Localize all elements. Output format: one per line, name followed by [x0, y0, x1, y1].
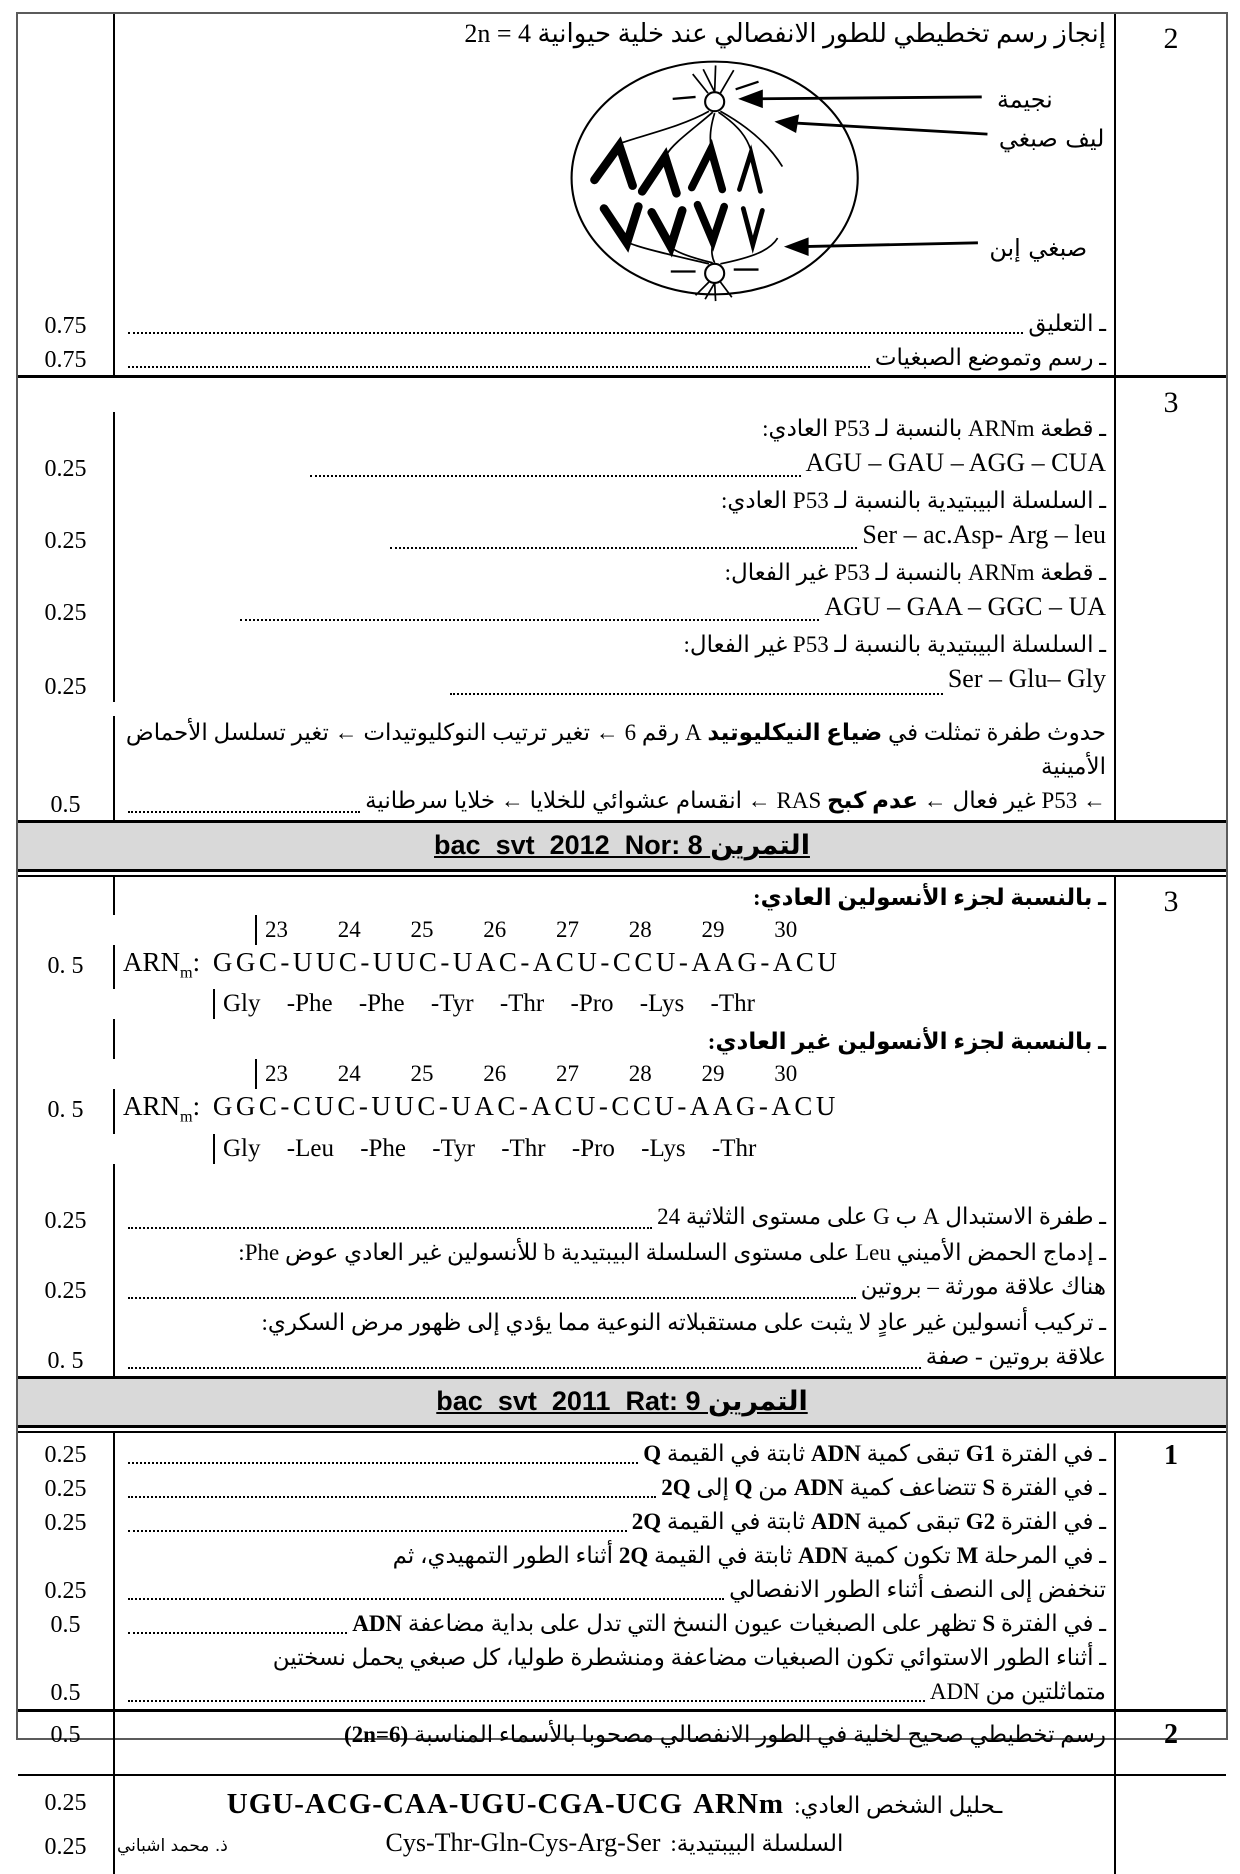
text-segment: ـ في المرحلة	[978, 1542, 1106, 1568]
score-value: 0.75	[44, 313, 87, 339]
text-segment: إلى	[690, 1474, 735, 1500]
text-segment: 2Q	[661, 1474, 691, 1500]
text-segment: m	[180, 963, 193, 982]
text-segment: حدوث طفرة تمثلت في	[882, 720, 1106, 745]
answer-line	[113, 590, 1114, 628]
dotted-leader	[128, 341, 870, 368]
text-segment: أثناء الطور التمهيدي، ثم	[392, 1542, 619, 1568]
dotted-leader	[450, 662, 943, 695]
mrna-sequence: UGU-ACG-CAA-UGU-CGA-UCG	[226, 1787, 684, 1820]
answer-line	[113, 1433, 1114, 1471]
question-number: 3	[1114, 378, 1226, 820]
score-cell	[18, 877, 113, 915]
text-segment: G1	[965, 1440, 996, 1466]
text-segment: ثابتة في القيمة	[661, 1508, 811, 1534]
mrna-sequence: AGU – GAU – AGG – CUA	[805, 448, 1106, 477]
score-cell	[18, 1862, 113, 1874]
answer-line	[113, 1675, 1114, 1709]
text-segment: تبقى كمية	[860, 1508, 966, 1534]
text-segment: ـ في الفترة	[995, 1508, 1106, 1534]
dotted-leader	[128, 1471, 656, 1498]
text-segment: ARN	[123, 1091, 181, 1122]
answer-line	[113, 1200, 1114, 1236]
text-segment: S	[982, 1474, 996, 1500]
top-chromosomes	[594, 146, 760, 194]
score-value: 0.5	[50, 792, 81, 818]
score-value: 0.5	[50, 1721, 81, 1748]
answer-line	[113, 1824, 1114, 1862]
score-value: 0.25	[44, 1577, 87, 1604]
answer-text: ـحليل الشخص العادي:	[794, 1792, 1003, 1818]
text-segment: تتضاعف كمية	[843, 1474, 983, 1500]
text-segment: ثابتة في القيمة	[648, 1542, 799, 1568]
top-aster	[673, 65, 759, 111]
answer-text	[352, 1607, 1106, 1641]
answer-text	[661, 1471, 1106, 1505]
score-cell	[18, 1306, 113, 1340]
answer-text	[113, 716, 1114, 784]
codon-positions-line: 23 24 25 26 27 28 29 30	[255, 1059, 1114, 1089]
answer-text: ـ طفرة الاستبدال A ب G على مستوى الثلاثية 24	[657, 1203, 1106, 1229]
text-segment: 2Q	[618, 1542, 649, 1568]
score-cell	[18, 1164, 113, 1200]
text-segment: تظهر على الصبغيات عيون النسخ التي تدل على بداية مضاعفة	[402, 1610, 983, 1636]
text-segment: عدم كبح	[827, 788, 918, 813]
score-cell	[18, 1236, 113, 1270]
answer-text: ـ بالنسبة لجزء الأنسولين العادي:	[113, 877, 1114, 915]
answer-text	[643, 1437, 1106, 1471]
answer-line	[113, 1340, 1114, 1376]
exercise-9-title: bac_svt_2011_Rat: 9 التمرين	[436, 1385, 808, 1416]
daughter-chromosome-label: صبغي إبن	[989, 234, 1088, 263]
exercise-8-title: bac_svt_2012_Nor: 8 التمرين	[434, 830, 810, 860]
answer-line	[113, 1505, 1114, 1539]
text-segment: m	[180, 1107, 193, 1126]
score-cell	[18, 14, 113, 54]
exercise-9-q1-block	[18, 1431, 1226, 1709]
answer-text: ـ قطعة ARNm بالنسبة لـ P53 غير الفعال:	[113, 556, 1114, 590]
question-title: إنجاز رسم تخطيطي للطور الانفصالي عند خلية حيوانية 2n = 4	[113, 14, 1114, 54]
spacer	[113, 1862, 1114, 1874]
dotted-leader	[240, 590, 819, 621]
score-cell	[18, 989, 113, 1019]
score-value: 0.25	[44, 456, 87, 482]
exercise-9-q3-block	[18, 1774, 1226, 1874]
peptide-sequence: Ser – Glu– Gly	[947, 664, 1106, 693]
text-segment: :	[192, 1091, 201, 1122]
score-value: 0. 5	[47, 1347, 84, 1374]
score-cell	[18, 484, 113, 518]
answer-line	[113, 1573, 1114, 1607]
exercise-7-q2-block	[18, 14, 1226, 375]
text-segment: ARN	[123, 947, 181, 977]
arn-label	[123, 947, 201, 982]
answer-line	[113, 1776, 1114, 1824]
question-number	[1114, 1776, 1226, 1874]
dotted-leader	[128, 1340, 921, 1369]
score-value: 0.25	[44, 528, 87, 554]
score-value: 0. 5	[47, 1097, 84, 1124]
score-value: 0.25	[44, 1509, 87, 1536]
score-value: 0.5	[50, 1679, 81, 1706]
dotted-leader	[128, 1505, 627, 1532]
answer-text: متماثلتين من ADN	[929, 1678, 1106, 1704]
teacher-signature: ذ. محمد اشباني	[117, 1835, 228, 1856]
cell-diagram-container	[113, 54, 1114, 307]
answer-text: ـ السلسلة البيبتيدية بالنسبة لـ P53 غير الفعال:	[113, 628, 1114, 662]
aster-label: نجيمة	[996, 85, 1053, 114]
answer-text: ـ التعليق	[1028, 311, 1106, 336]
answer-text: تنخفض إلى النصف أثناء الطور الانفصالي	[729, 1576, 1106, 1602]
mrna-sequence: GGC-UUC-UUC-UAC-ACU-CCU-AAG-ACU	[212, 947, 841, 977]
dotted-leader	[128, 1573, 724, 1600]
score-cell	[18, 702, 113, 784]
answer-line	[113, 1607, 1114, 1641]
text-segment: (2n=6)	[343, 1721, 409, 1747]
score-cell	[18, 1134, 113, 1164]
text-segment: ـ في الفترة	[995, 1440, 1106, 1466]
codon-positions-line: 23 24 25 26 27 28 29 30	[255, 915, 1114, 945]
answer-sheet-table	[16, 12, 1228, 1860]
answer-line	[113, 446, 1114, 484]
score-value: 0.25	[44, 1277, 87, 1304]
dotted-leader	[128, 1607, 347, 1634]
dotted-leader	[128, 784, 360, 813]
text-segment: A رقم 6 ← تغير ترتيب النوكليوتيدات ← تغير تسلسل الأحماض الأمينية	[125, 720, 1106, 779]
question-number: 3	[1114, 877, 1226, 1376]
peptide-sequence: Cys-Thr-Gln-Cys-Arg-Ser	[385, 1827, 661, 1857]
text-segment: ADN	[810, 1508, 861, 1534]
answer-line	[113, 1471, 1114, 1505]
text-segment: S	[982, 1610, 996, 1636]
text-segment: ADN	[798, 1542, 848, 1568]
question-number: 1	[1114, 1433, 1226, 1709]
answer-text: ـ أثناء الطور الاستوائي تكون الصبغيات مضاعفة ومنشطرة طوليا، كل صبغي يحمل نسختين	[113, 1641, 1114, 1675]
score-value: 0.25	[44, 600, 87, 626]
spindle-fiber-label: ليف صبغي	[998, 124, 1105, 153]
answer-text: ـ بالنسبة لجزء الأنسولين غير العادي:	[113, 1019, 1114, 1059]
answer-text: ـ السلسلة البيبتيدية بالنسبة لـ P53 العادي:	[113, 484, 1114, 518]
text-segment: تبقى كمية	[860, 1440, 966, 1466]
text-segment: رسم تخطيطي صحيح لخلية في الطور الانفصالي مصحوبا بالأسماء المناسبة	[408, 1721, 1106, 1747]
score-value: 0.75	[44, 347, 87, 373]
score-cell	[18, 54, 113, 307]
amino-acids-line: Gly -Leu -Phe -Tyr -Thr -Pro -Lys -Thr	[213, 1134, 1114, 1164]
answer-text	[365, 784, 1106, 820]
text-segment: ADN	[810, 1440, 861, 1466]
spacer	[113, 1164, 1114, 1200]
label-arrows	[739, 90, 987, 255]
score-cell	[18, 1539, 113, 1573]
question-number: 2	[1114, 1712, 1226, 1774]
anaphase-cell-diagram	[123, 54, 1106, 302]
answer-line	[113, 307, 1114, 341]
score-value: 0.25	[44, 1789, 87, 1816]
answer-text: ـ رسم وتموضع الصبغيات	[874, 345, 1106, 370]
text-segment: ADN	[793, 1474, 844, 1500]
score-cell	[18, 915, 113, 945]
score-cell	[18, 1059, 113, 1089]
text-segment: G2	[965, 1508, 996, 1534]
answer-text	[632, 1505, 1106, 1539]
score-cell	[18, 378, 113, 446]
dotted-leader	[128, 1270, 856, 1299]
score-cell	[18, 628, 113, 662]
text-segment: 2Q	[631, 1508, 662, 1534]
mrna-sequence: AGU – GAA – GGC – UA	[824, 592, 1106, 621]
dotted-leader	[128, 1200, 652, 1229]
exercise-7-q3-block	[18, 375, 1226, 820]
dotted-leader	[390, 518, 857, 549]
answer-line	[113, 662, 1114, 702]
dotted-leader	[128, 307, 1023, 334]
bottom-aster	[671, 264, 759, 301]
answer-line	[113, 1270, 1114, 1306]
text-segment: تكون كمية	[847, 1542, 957, 1568]
text-segment: Q	[643, 1440, 662, 1466]
answer-text: هناك علاقة مورثة – بروتين	[860, 1273, 1106, 1299]
text-segment: ثابتة في القيمة	[661, 1440, 811, 1466]
text-segment: ـ في الفترة	[995, 1610, 1106, 1636]
answer-text: علاقة بروتين - صفة	[925, 1343, 1106, 1369]
score-value: 0.25	[44, 1475, 87, 1502]
mrna-line	[113, 945, 1114, 989]
answer-text	[113, 1539, 1114, 1573]
score-value: 0.25	[44, 1833, 87, 1860]
answer-text: ـ قطعة ARNm بالنسبة لـ P53 العادي:	[113, 412, 1114, 446]
text-segment: ضياع النيكليوتيد	[707, 720, 883, 745]
text-segment: RAS ← انقسام عشوائي للخلايا ← خلايا سرطانية	[365, 788, 828, 813]
text-segment: ADN	[352, 1610, 403, 1636]
exercise-9-header	[18, 1376, 1226, 1428]
text-segment: :	[192, 947, 201, 977]
score-cell	[18, 1641, 113, 1675]
question-number: 2	[1114, 14, 1226, 375]
score-value: 0. 5	[47, 953, 84, 979]
text-segment: ـ في الفترة	[995, 1474, 1106, 1500]
dotted-leader	[128, 1437, 638, 1464]
text-segment: M	[956, 1542, 979, 1568]
mrna-line	[113, 1089, 1114, 1133]
answer-line	[113, 784, 1114, 820]
answer-text: ـ تركيب أنسولين غير عادٍ لا يثبت على مستقبلاته النوعية مما يؤدي إلى ظهور مرض السكري:	[113, 1306, 1114, 1340]
score-value: 0.5	[50, 1611, 81, 1638]
amino-acids-line: Gly -Phe -Phe -Tyr -Thr -Pro -Lys -Thr	[213, 989, 1114, 1019]
mrna-sequence: GGC-CUC-UUC-UAC-ACU-CCU-AAG-ACU	[212, 1091, 839, 1122]
arn-label: ARNm	[693, 1787, 785, 1820]
answer-text: السلسلة البيبتيدية:	[670, 1830, 844, 1856]
score-value: 0.25	[44, 674, 87, 700]
answer-line	[113, 341, 1114, 375]
answer-text: ـ إدماج الحمض الأميني Leu على مستوى السلسلة البيبتيدية b للأنسولين غير العادي عوض Phe:	[113, 1236, 1114, 1270]
exercise-8-header	[18, 820, 1226, 872]
peptide-sequence: Ser – ac.Asp- Arg – leu	[862, 520, 1106, 549]
text-segment: من	[752, 1474, 794, 1500]
score-cell	[18, 1019, 113, 1059]
answer-line	[113, 518, 1114, 556]
dotted-leader	[310, 446, 801, 477]
text-segment: ← P53 غير فعال ←	[917, 788, 1106, 813]
score-value: 0.25	[44, 1441, 87, 1468]
dotted-leader	[128, 1675, 925, 1702]
arn-label	[123, 1091, 201, 1126]
bottom-chromosomes	[604, 205, 762, 247]
text-segment: Q	[734, 1474, 753, 1500]
score-value: 0.25	[44, 1207, 87, 1234]
exercise-9-q2-block	[18, 1709, 1226, 1774]
score-cell	[18, 556, 113, 590]
exercise-8-block	[18, 875, 1226, 1376]
answer-text	[113, 1712, 1114, 1774]
